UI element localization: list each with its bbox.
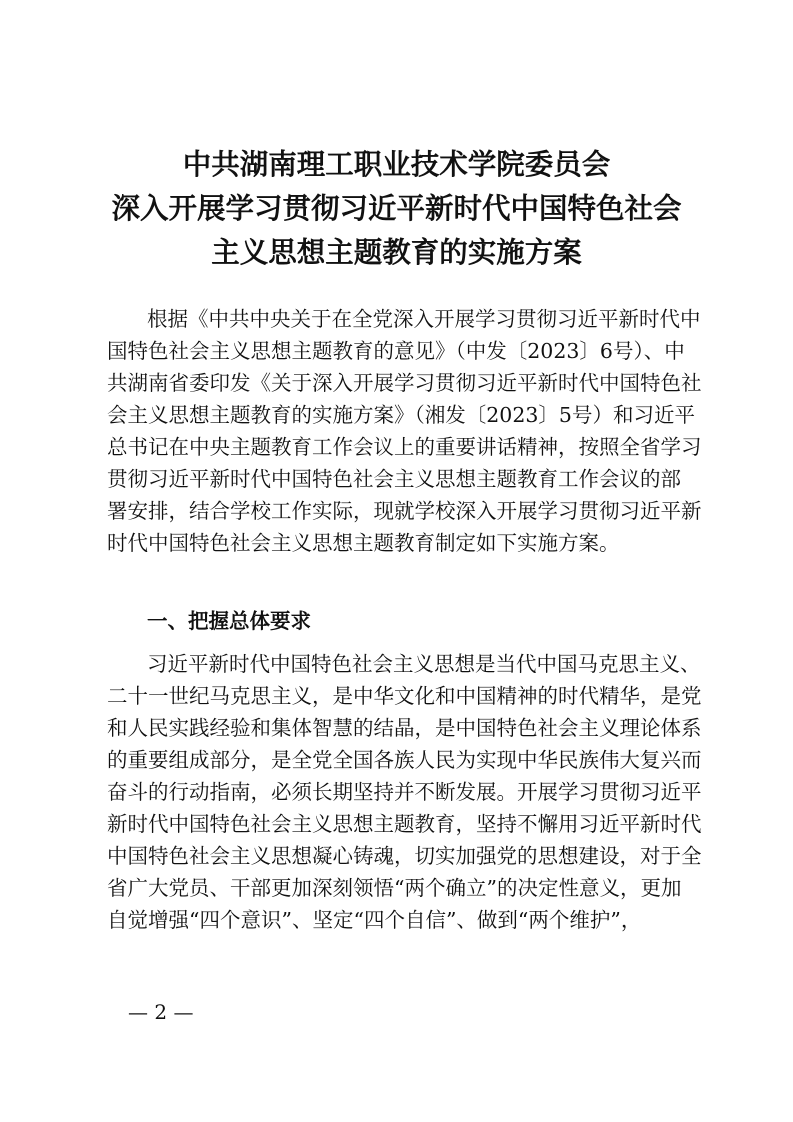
section-heading: 一、把握总体要求 xyxy=(147,609,311,633)
paragraph-line: 根据《中共中央关于在全党深入开展学习贯彻习近平新时代中 xyxy=(147,307,701,331)
paragraph-line: 新时代中国特色社会主义思想主题教育，坚持不懈用习近平新时代 xyxy=(107,812,702,836)
paragraph-line: 时代中国特色社会主义思想主题教育制定如下实施方案。 xyxy=(107,531,620,555)
paragraph-line: 贯彻习近平新时代中国特色社会主义思想主题教育工作会议的部 xyxy=(107,467,681,491)
section-paragraph xyxy=(107,648,702,936)
paragraph-line: 奋斗的行动指南，必须长期坚持并不断发展。开展学习贯彻习近平 xyxy=(107,780,702,804)
paragraph-line: 习近平新时代中国特色社会主义思想是当代中国马克思主义、 xyxy=(147,652,701,676)
paragraph-line: 国特色社会主义思想主题教育的意见》（中发〔2023〕6号）、中 xyxy=(107,339,685,363)
paragraph-line: 自觉增强“四个意识”、坚定“四个自信”、做到“两个维护”， xyxy=(107,908,642,932)
paragraph-line: 中国特色社会主义思想凝心铸魂，切实加强党的思想建设，对于全 xyxy=(107,844,702,868)
paragraph-line: 二十一世纪马克思主义，是中华文化和中国精神的时代精华，是党 xyxy=(107,684,702,708)
title-line: 深入开展学习贯彻习近平新时代中国特色社会 xyxy=(111,191,682,225)
paragraph-line: 总书记在中央主题教育工作会议上的重要讲话精神，按照全省学习 xyxy=(107,435,702,459)
title-line: 主义思想主题教育的实施方案 xyxy=(211,235,582,269)
paragraph-line: 的重要组成部分，是全党全国各族人民为实现中华民族伟大复兴而 xyxy=(107,748,702,772)
paragraph-line: 和人民实践经验和集体智慧的结晶，是中国特色社会主义理论体系 xyxy=(107,716,702,740)
paragraph-line: 共湖南省委印发《关于深入开展学习贯彻习近平新时代中国特色社 xyxy=(107,371,702,395)
paragraph-line: 省广大党员、干部更加深刻领悟“两个确立”的决定性意义，更加 xyxy=(107,876,682,900)
intro-paragraph xyxy=(107,303,702,559)
paragraph-line: 署安排，结合学校工作实际，现就学校深入开展学习贯彻习近平新 xyxy=(107,499,702,523)
document-title xyxy=(100,142,693,274)
title-line: 中共湖南理工职业技术学院委员会 xyxy=(182,147,611,181)
paragraph-line: 会主义思想主题教育的实施方案》（湘发〔2023〕5号）和习近平 xyxy=(107,403,695,427)
page-number: — 2 — xyxy=(128,1000,194,1024)
